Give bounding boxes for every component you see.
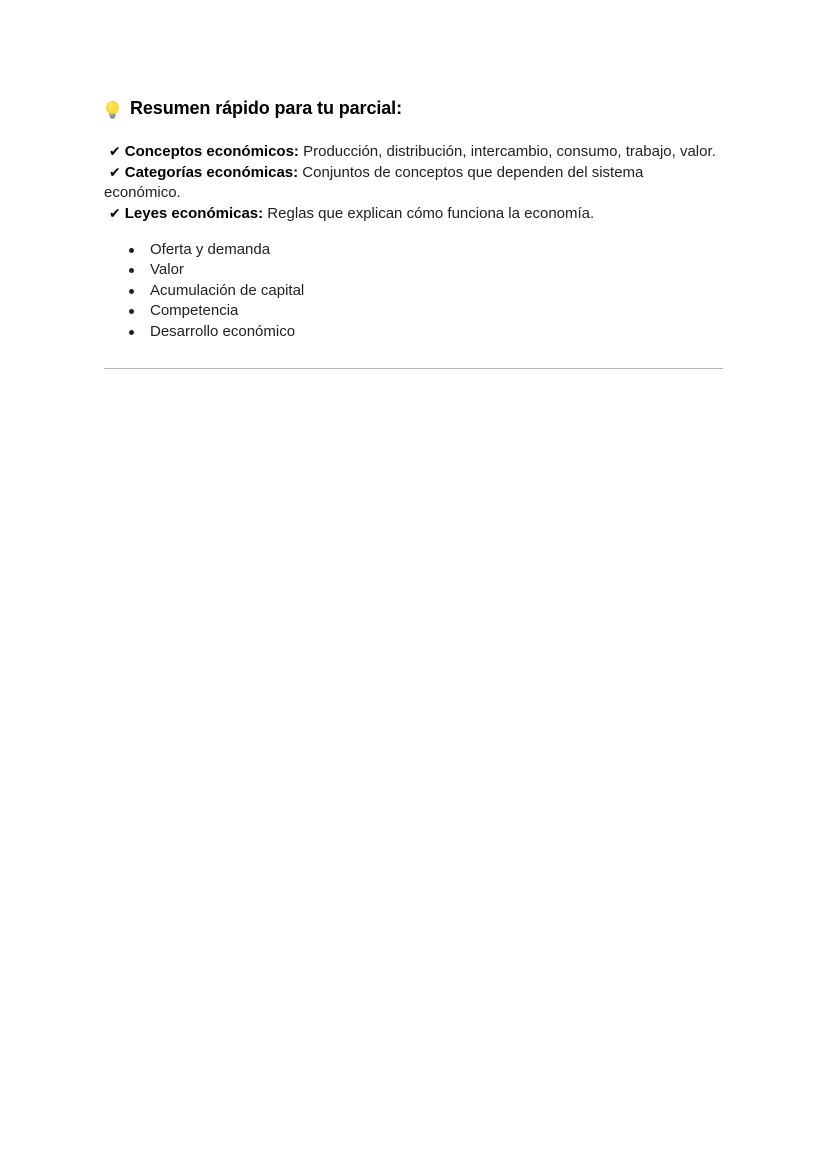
check-item (104, 163, 724, 204)
check-item-term: Categorías económicas: (124, 163, 299, 181)
bullet-dot-icon (129, 330, 134, 335)
check-item-description: Conjuntos de conceptos que dependen del sistema económico. (104, 163, 644, 201)
check-item-description: Producción, distribución, intercambio, consumo, trabajo, valor. (298, 143, 716, 160)
bullet-dot-icon (129, 289, 134, 294)
check-item-term: Leyes económicas: (124, 204, 264, 222)
economic-laws-list (104, 240, 724, 342)
document-content (104, 96, 724, 369)
check-item-term: Conceptos económicos: (124, 143, 299, 160)
list-item (104, 260, 724, 280)
bullet-dot-icon (129, 268, 134, 273)
check-icon: ✔ (109, 164, 121, 181)
check-icon: ✔ (109, 144, 121, 160)
lightbulb-icon (104, 100, 121, 119)
page-title (104, 96, 724, 120)
list-item (104, 322, 724, 342)
check-item (104, 204, 724, 225)
check-item (104, 142, 724, 163)
list-item-label: Oferta y demanda (150, 241, 271, 258)
list-item (104, 281, 724, 301)
list-item (104, 240, 724, 260)
list-item (104, 301, 724, 321)
section-divider (104, 368, 723, 369)
check-item-description: Reglas que explican cómo funciona la economía. (263, 204, 595, 222)
list-item-label: Desarrollo económico (150, 322, 296, 340)
list-item-label: Acumulación de capital (150, 281, 305, 299)
page-title-text: Resumen rápido para tu parcial: (130, 98, 402, 118)
check-icon: ✔ (109, 205, 121, 222)
list-item-label: Valor (150, 261, 184, 279)
list-item-label: Competencia (150, 302, 239, 320)
bullet-dot-icon (129, 248, 134, 253)
check-item-block (104, 142, 724, 224)
bullet-dot-icon (129, 309, 134, 314)
